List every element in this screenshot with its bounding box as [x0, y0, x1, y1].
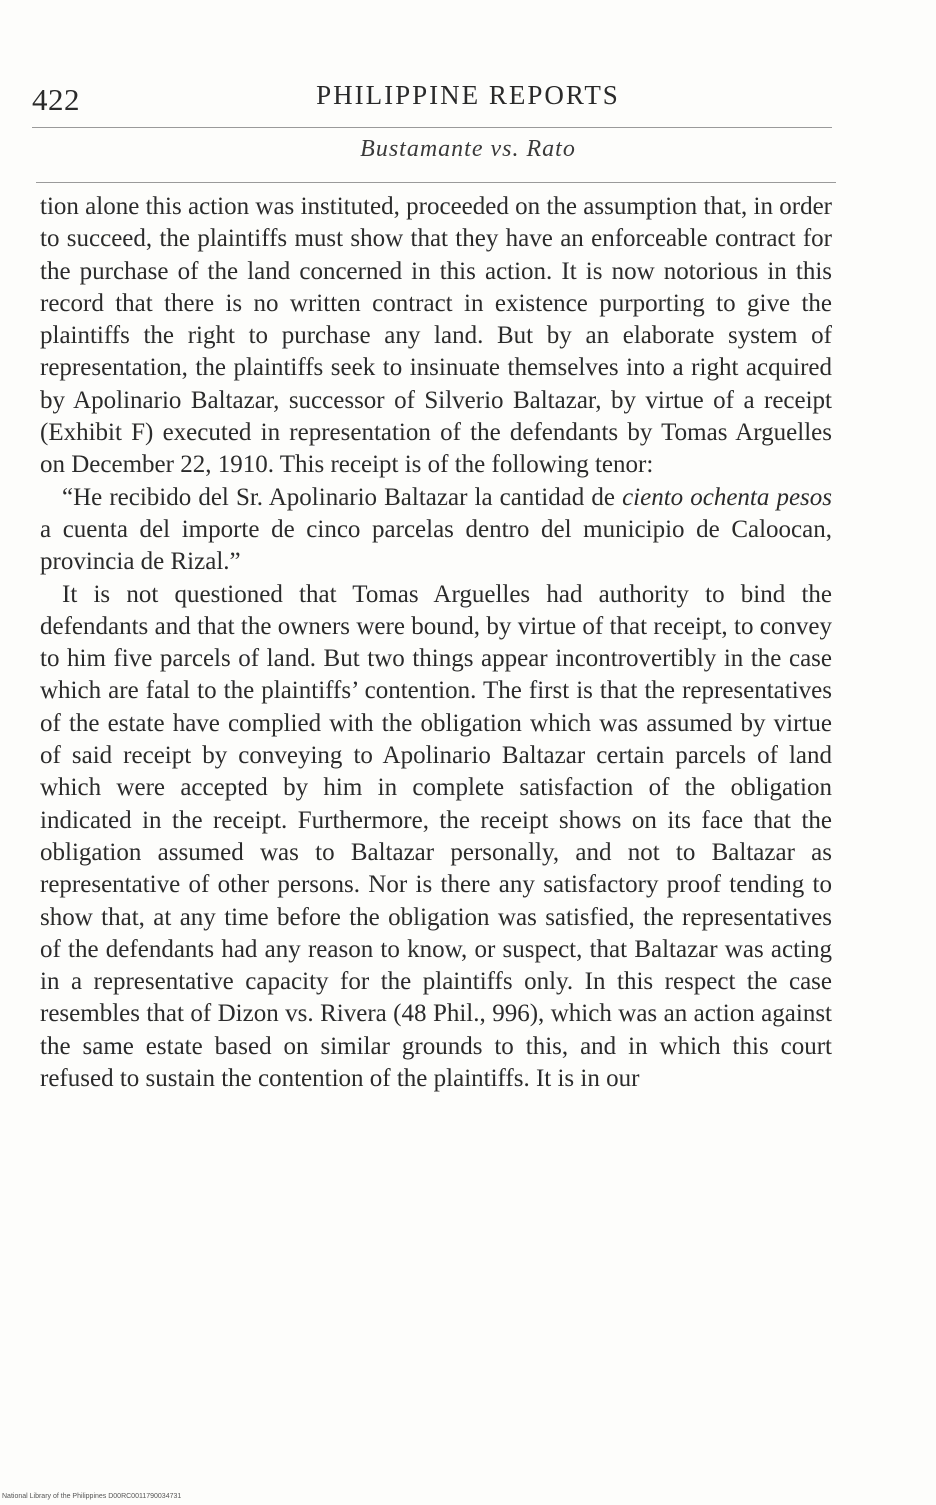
quote-text-open: “He recibido del Sr. Apolinario Baltazar la cantidad de: [62, 483, 615, 511]
body-text: [40, 191, 832, 1095]
quote-italic-amount: ciento ochenta pesos: [622, 483, 833, 511]
quote-text-rest: a cuenta del importe de cinco parcelas dentro del municipio de Caloocan, provincia de Rizal.”: [40, 515, 832, 576]
page-number: 422: [32, 82, 80, 117]
header-rule-bottom: [36, 182, 836, 183]
running-title: PHILIPPINE REPORTS: [316, 80, 620, 110]
scan-footer-id: National Library of the Philippines D00RC0011790034731: [2, 1493, 182, 1500]
case-name: Bustamante vs. Rato: [360, 136, 576, 162]
paragraph-main: It is not questioned that Tomas Arguelles had authority to bind the defendants and that the owners were bound, by virtue of that receipt, to convey to him five parcels of land. But two things appear incontrovertibly in the case which are fatal to the plaintiffs’ contention. The first is that the representatives of the estate have complied with the obligation which was assumed by virtue of said receipt by conveying to Apolinario Baltazar certain parcels of land which were accepted by him in complete satisfaction of the obligation indicated in the receipt. Furthermore, the receipt shows on its face that the obligation assumed was to Baltazar personally, and not to Baltazar as representative of other persons. Nor is there any satisfactory proof tending to show that, at any time before the obligation was satisfied, the representatives of the defendants had any reason to know, or suspect, that Baltazar was acting in a representative capacity for the plaintiffs only. In this respect the case resembles that of Dizon vs. Rivera (48 Phil., 996), which was an action against the same estate based on similar grounds to this, and in which this court refused to sustain the contention of the plaintiffs. It is in our: [40, 580, 832, 1093]
paragraph-continuation: tion alone this action was instituted, proceeded on the assumption that, in order to succeed, the plaintiffs must show that they have an enforceable contract for the purchase of the land concerned in this action. It is now notorious in this record that there is no written contract in existence purporting to give the plaintiffs the right to purchase any land. But by an elaborate system of representation, the plaintiffs seek to insinuate themselves into a right acquired by Apolinario Baltazar, successor of Silverio Baltazar, by virtue of a receipt (Exhibit F) executed in representation of the defendants by Tomas Arguelles on December 22, 1910. This receipt is of the following tenor:: [40, 193, 832, 479]
header-rule-top: [32, 127, 832, 128]
quoted-receipt: [40, 482, 832, 579]
